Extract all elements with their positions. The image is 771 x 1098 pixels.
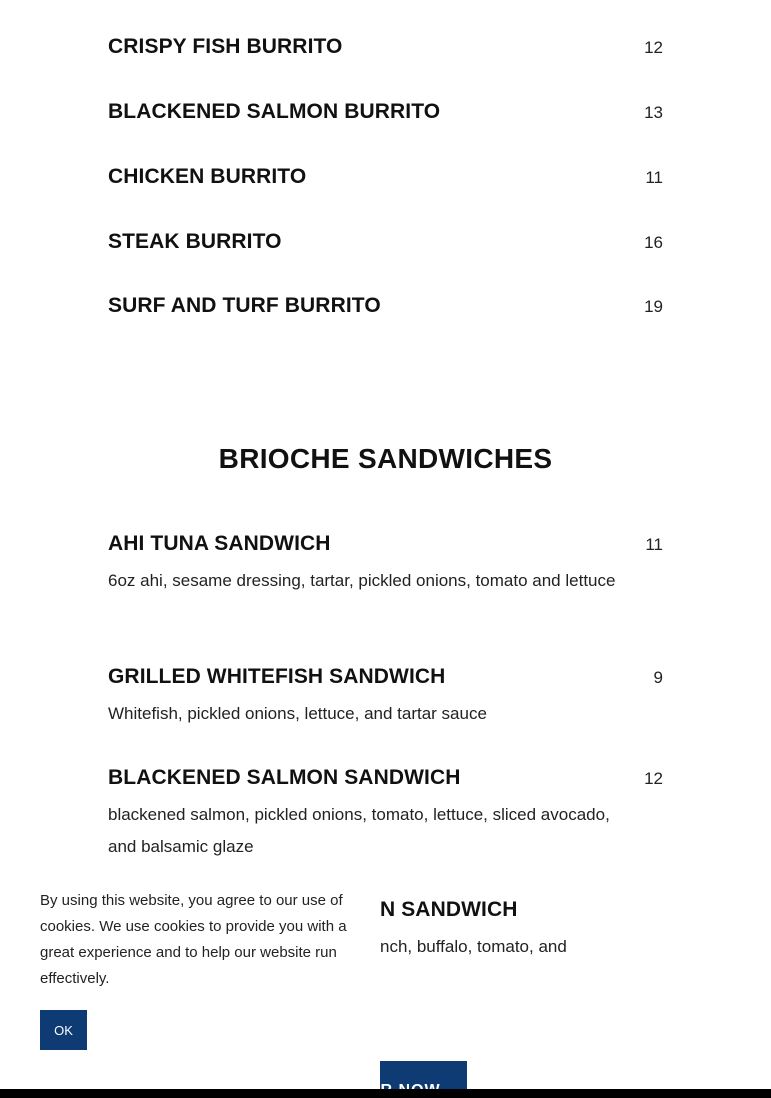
cookie-banner [0,870,380,1098]
menu-item-description: nch, buffalo, tomato, and [380,937,567,956]
menu-item [108,665,663,730]
menu-item-name: BLACKENED SALMON SANDWICH [108,766,461,789]
menu-item-price: 11 [645,535,663,554]
cookie-ok-button[interactable]: OK [40,1010,87,1050]
menu-item-price: 9 [653,668,663,687]
menu-item [108,165,663,189]
menu-item-name: AHI TUNA SANDWICH [108,532,331,555]
section-title: BRIOCHE SANDWICHES [218,443,553,474]
menu-item [108,766,663,862]
menu-item-name: N SANDWICH [380,898,518,921]
menu-item-name: BLACKENED SALMON BURRITO [108,100,441,123]
menu-item-price: 12 [644,38,663,57]
menu-item-name: GRILLED WHITEFISH SANDWICH [108,665,446,688]
menu-item [108,100,663,124]
menu-item-name: CHICKEN BURRITO [108,165,307,188]
menu-item [108,294,663,318]
menu-item [108,532,663,597]
menu-item-description: Whitefish, pickled onions, lettuce, and tartar sauce [108,704,487,723]
menu-item-name: STEAK BURRITO [108,230,282,253]
menu-item [108,230,663,254]
menu-item [108,35,663,59]
menu-item-partial [380,898,680,963]
menu-item-price: 13 [644,103,663,122]
footer-bar [0,1089,771,1098]
menu-item-price: 16 [644,233,663,252]
menu-item-name: CRISPY FISH BURRITO [108,35,343,58]
menu-item-description: 6oz ahi, sesame dressing, tartar, pickled onions, tomato and lettuce [108,571,616,590]
menu-item-price: 19 [644,297,663,316]
cookie-text: By using this website, you agree to our use of cookies. We use cookies to provide you with a great experience and to help our website run effectively. [40,892,347,987]
menu-item-description: blackened salmon, pickled onions, tomato, lettuce, sliced avocado, and balsamic glaze [108,805,610,856]
menu-item-price: 12 [644,769,663,788]
menu-item-name: SURF AND TURF BURRITO [108,294,381,317]
menu-item-price: 11 [645,168,663,187]
